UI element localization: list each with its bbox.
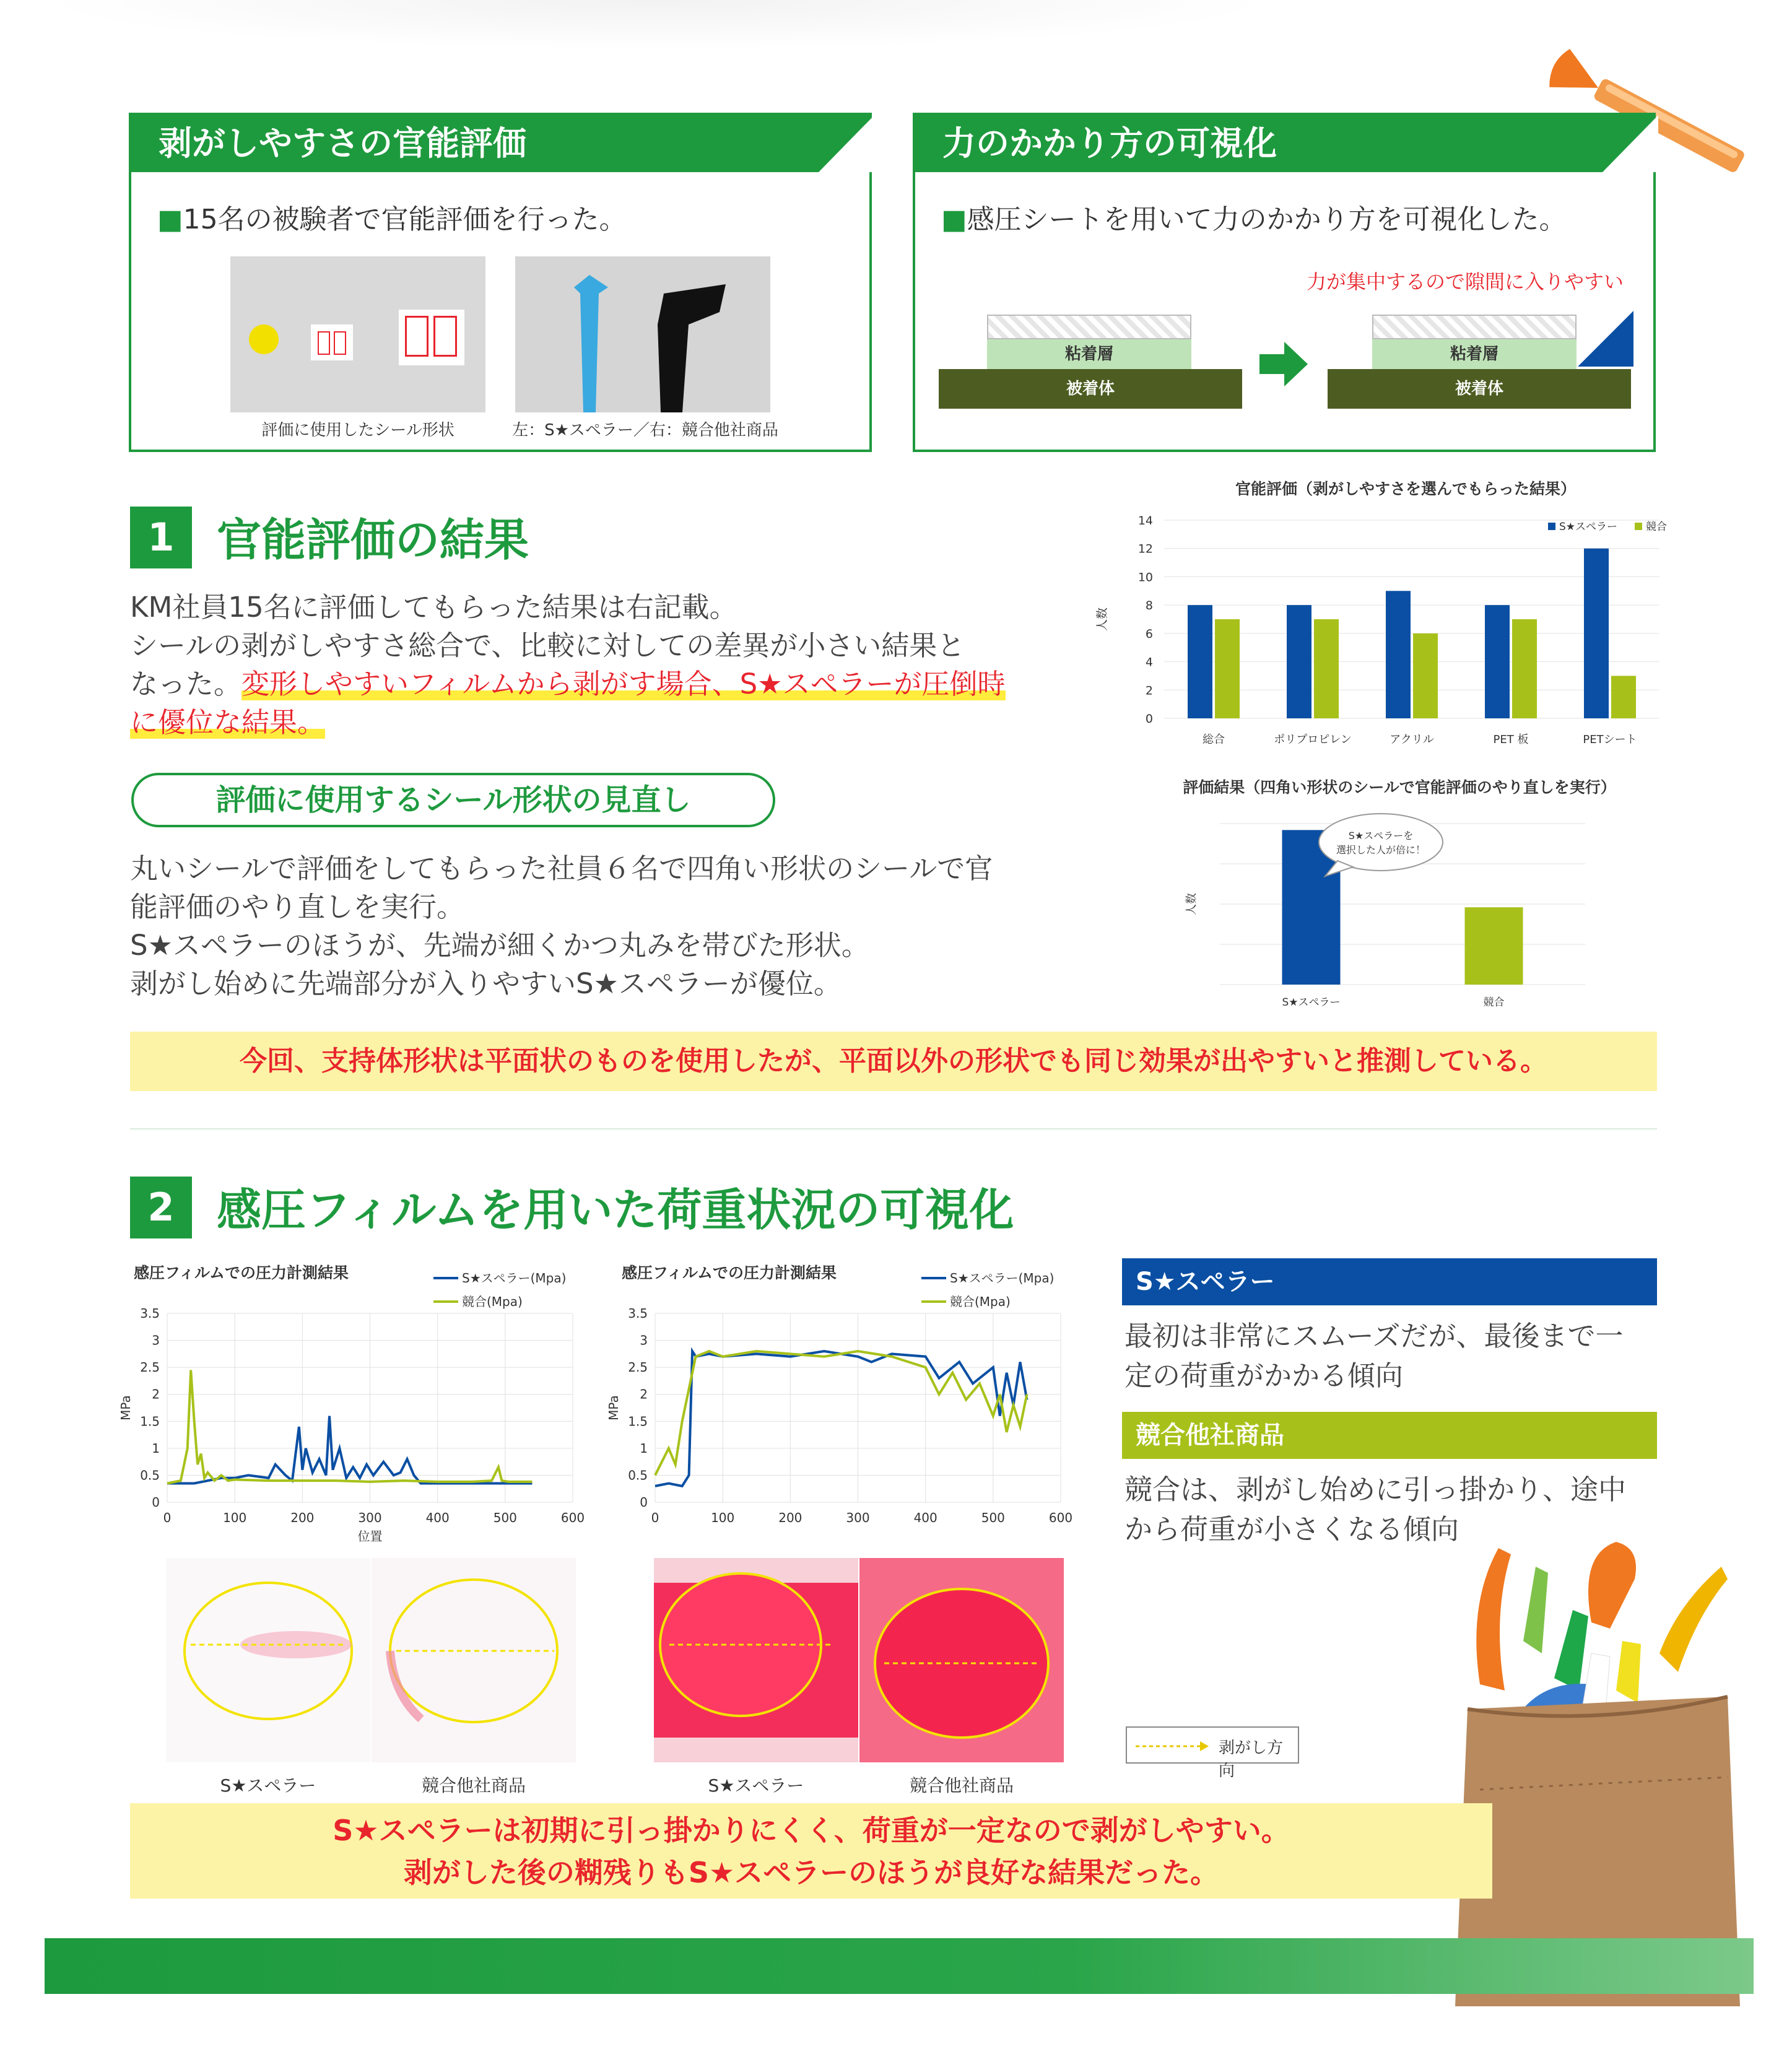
- y-tick-label: 1: [640, 1440, 648, 1456]
- y-tick-label: 3: [152, 1333, 160, 1348]
- bar: [1584, 549, 1609, 718]
- y-axis-label: MPa: [118, 1395, 133, 1421]
- competitor-heading: 競合他社商品: [1122, 1412, 1657, 1459]
- x-tick-label: 500: [493, 1510, 517, 1525]
- competitor-description: 競合は、剥がし始めに引っ掛かり、途中 から荷重が小さくなる傾向: [1124, 1473, 1627, 1546]
- film-caption-4: 競合他社商品: [909, 1775, 1014, 1796]
- y-tick-label: 0: [152, 1495, 160, 1510]
- legend-label: 競合(Mpa): [462, 1294, 523, 1309]
- series-line: [167, 1416, 533, 1484]
- y-tick-label: 0.5: [628, 1468, 648, 1483]
- box-title: 剥がしやすさの官能評価: [131, 115, 872, 172]
- direction-legend: 剥がし方向: [1126, 1726, 1299, 1764]
- x-tick-label: 300: [358, 1510, 382, 1525]
- y-tick-label: 3.5: [628, 1306, 648, 1321]
- chart1-title: 官能評価（剥がしやすさを選んでもらった結果）: [1235, 480, 1576, 498]
- x-tick-label: 競合: [1483, 996, 1505, 1009]
- highlight-text: 変形しやすいフィルムから剥がす場合、S★スペラーが圧倒時: [241, 668, 1006, 700]
- round-seal: [249, 324, 279, 354]
- series-line: [655, 1351, 1027, 1486]
- photo2-caption: 左：S★スペラー／右：競合他社商品: [512, 421, 778, 440]
- x-tick-label: 600: [1048, 1510, 1073, 1525]
- x-axis-label: 位置: [357, 1529, 383, 1544]
- section1-band: 今回、支持体形状は平面状のものを使用したが、平面以外の形状でも同じ効果が出やすいと推測している。: [130, 1032, 1657, 1091]
- chart2-title: 評価結果（四角い形状のシールで官能評価のやり直しを実行）: [1183, 778, 1616, 796]
- pressure-line-chart-right: [599, 1261, 1076, 1552]
- y-tick-label: 6: [1145, 627, 1153, 641]
- marble-layer-right: [1372, 315, 1577, 339]
- box-bullet: ■感圧シートを用いて力のかかり方を可視化した。: [941, 204, 1567, 235]
- seal-shapes-photo: [230, 256, 485, 412]
- legend-label: 競合: [1646, 521, 1667, 533]
- right-arrow-icon: [1259, 339, 1309, 389]
- series-line: [655, 1351, 1027, 1475]
- y-tick-label: 2: [152, 1386, 160, 1402]
- dashed-arrow-icon: [1136, 1739, 1210, 1754]
- film-caption-2: 競合他社商品: [421, 1775, 526, 1796]
- legend-label: S★スペラー: [1559, 521, 1618, 533]
- y-tick-label: 0.5: [140, 1468, 160, 1483]
- footer-bar: [45, 1938, 1754, 1994]
- y-tick-label: 1.5: [140, 1414, 160, 1429]
- section1-text2: 丸いシールで評価をしてもらった社員６名で四角い形状のシールで官 能評価のやり直しを実行。 S★スペラーのほうが、先端が細くかつ丸みを帯びた形状。 剥がし始めに先端部分が入りやすいS★スペラーが優位。: [130, 852, 993, 1000]
- y-tick-label: 2: [1145, 684, 1153, 698]
- bar: [1314, 619, 1339, 718]
- legend-label: S★スペラー(Mpa): [462, 1271, 567, 1286]
- film-photo-competitor-2: [859, 1558, 1064, 1762]
- x-tick-label: 600: [560, 1510, 585, 1525]
- bar: [1215, 619, 1240, 718]
- box-bullet: ■15名の被験者で官能評価を行った。: [157, 204, 627, 235]
- x-tick-label: PET 板: [1493, 733, 1529, 746]
- y-tick-label: 1: [152, 1440, 160, 1456]
- photo1-caption: 評価に使用したシール形状: [261, 421, 455, 440]
- x-tick-label: アクリル: [1390, 733, 1434, 746]
- spatula-compare-photo: [515, 256, 770, 412]
- bar: [1485, 605, 1510, 718]
- bar: [1611, 676, 1636, 718]
- x-tick-label: 総合: [1203, 733, 1225, 746]
- sensory-eval-box: [129, 113, 872, 452]
- y-tick-label: 14: [1137, 514, 1153, 528]
- small-square-seal: [311, 324, 353, 360]
- section2-title: 感圧フィルムを用いた荷重状況の可視化: [217, 1184, 1014, 1236]
- y-axis-label: 人数: [1185, 893, 1198, 915]
- review-pill: 評価に使用するシール形状の見直し: [131, 773, 775, 827]
- y-tick-label: 8: [1145, 599, 1153, 613]
- y-tick-label: 2.5: [140, 1360, 160, 1375]
- divider: [130, 1128, 1657, 1129]
- bar: [1386, 591, 1411, 718]
- legend-label: 競合(Mpa): [950, 1294, 1011, 1309]
- large-square-seal: [399, 310, 464, 365]
- bar: [1188, 605, 1212, 718]
- x-tick-label: ポリプロピレン: [1274, 733, 1352, 746]
- pressure-line-chart-left: [111, 1261, 588, 1552]
- x-tick-label: 200: [290, 1510, 315, 1525]
- film-photo-spelar-1: [166, 1558, 370, 1762]
- y-tick-label: 4: [1145, 655, 1153, 669]
- section1-number: 1: [130, 507, 192, 568]
- force-visual-box: [913, 113, 1656, 452]
- film-photo-spelar-2: [654, 1558, 858, 1762]
- series-line: [167, 1370, 533, 1484]
- y-tick-label: 12: [1137, 542, 1153, 556]
- spelar-description: 最初は非常にスムーズだが、最後まで一 定の荷重がかかる傾向: [1124, 1320, 1624, 1392]
- box-header-stripe: [750, 115, 874, 172]
- y-tick-label: 0: [1145, 712, 1153, 726]
- marble-layer-left: [987, 315, 1191, 339]
- spelar-heading: S★スペラー: [1122, 1258, 1657, 1305]
- callout-text: 選択した人が倍に！: [1336, 844, 1426, 856]
- section1-title: 官能評価の結果: [217, 514, 529, 566]
- bar: [1512, 619, 1537, 718]
- x-tick-label: 0: [651, 1510, 659, 1525]
- bar: [1287, 605, 1311, 718]
- box-title: 力のかかり方の可視化: [915, 115, 1656, 172]
- substrate-layer-right: 被着体: [1328, 369, 1631, 409]
- section2-band: S★スペラーは初期に引っ掛かりにくく、荷重が一定なので剥がしやすい。 剥がした後の糊残りもS★スペラーのほうが良好な結果だった。: [130, 1803, 1492, 1899]
- y-tick-label: 10: [1137, 570, 1153, 585]
- x-tick-label: 400: [425, 1510, 450, 1525]
- y-axis-label: MPa: [606, 1395, 621, 1421]
- substrate-layer-left: 被着体: [939, 369, 1242, 409]
- y-axis-label: 人数: [1095, 607, 1109, 632]
- section2-number: 2: [130, 1177, 192, 1238]
- film-caption-1: S★スペラー: [220, 1775, 316, 1796]
- highlight-text-2: に優位な結果。: [130, 706, 326, 739]
- x-tick-label: 0: [163, 1510, 172, 1525]
- x-tick-label: 400: [913, 1510, 937, 1525]
- chart-title: 感圧フィルムでの圧力計測結果: [134, 1264, 349, 1282]
- y-tick-label: 2.5: [628, 1360, 648, 1375]
- wedge-icon: [1578, 311, 1640, 373]
- adhesive-layer-right: 粘着層: [1372, 339, 1577, 369]
- y-tick-label: 2: [640, 1386, 648, 1402]
- film-photo-competitor-1: [372, 1558, 576, 1762]
- x-tick-label: 200: [778, 1510, 802, 1525]
- top-decor: [37, 0, 1276, 50]
- adhesive-layer-left: 粘着層: [987, 339, 1191, 369]
- bar: [1465, 907, 1523, 985]
- x-tick-label: S★スペラー: [1282, 996, 1341, 1009]
- concentration-note: 力が集中するので隙間に入りやすい: [1307, 270, 1624, 294]
- product-holder-photo: [1455, 1530, 1752, 2006]
- chart-title: 感圧フィルムでの圧力計測結果: [622, 1264, 837, 1282]
- review-bar-chart: [1177, 805, 1598, 1016]
- x-tick-label: 100: [223, 1510, 247, 1525]
- y-tick-label: 1.5: [628, 1414, 648, 1429]
- x-tick-label: PETシート: [1583, 733, 1637, 746]
- x-tick-label: 300: [846, 1510, 870, 1525]
- x-tick-label: 500: [981, 1510, 1005, 1525]
- legend-label: S★スペラー(Mpa): [950, 1271, 1055, 1286]
- box-header-stripe: [1534, 115, 1658, 172]
- film-caption-3: S★スペラー: [708, 1775, 804, 1796]
- callout-text: S★スペラーを: [1348, 830, 1414, 842]
- legend-swatch: [1635, 523, 1642, 530]
- section1-text: KM社員15名に評価してもらった結果は右記載。 シールの剥がしやすさ総合で、比較に対しての差異が小さい結果と なった。変形しやすいフィルムから剥がす場合、S★スペラーが圧倒時 に優位な結果。: [130, 591, 1006, 739]
- y-tick-label: 3.5: [140, 1306, 160, 1321]
- sensory-bar-chart: [1090, 502, 1672, 762]
- bar: [1413, 633, 1438, 718]
- y-tick-label: 0: [640, 1495, 648, 1510]
- x-tick-label: 100: [711, 1510, 735, 1525]
- y-tick-label: 3: [640, 1333, 648, 1348]
- legend-swatch: [1548, 523, 1555, 530]
